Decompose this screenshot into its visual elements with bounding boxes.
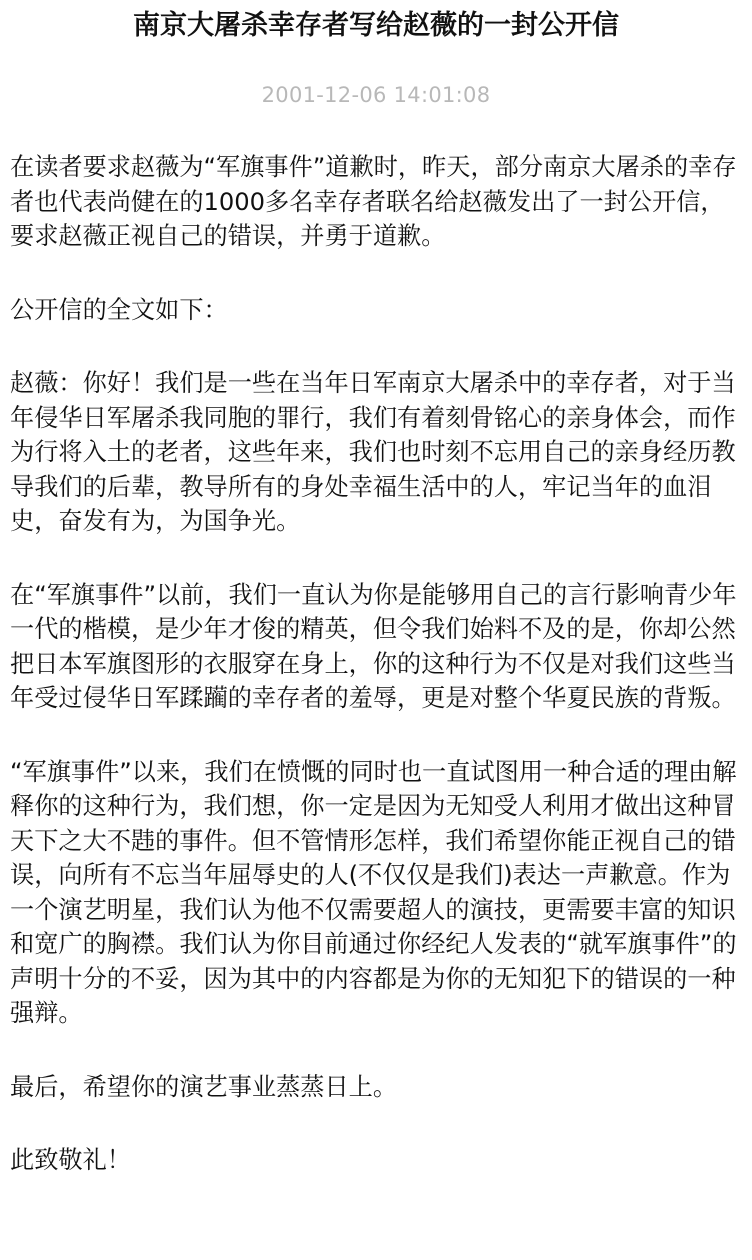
article-body — [10, 150, 742, 1178]
paragraph-fulltext-label: 公开信的全文如下： — [10, 295, 228, 324]
paragraph-before-incident: 在“军旗事件”以前，我们一直认为你是能够用自己的言行影响青少年一代的楷模，是少年才俊的精英，但令我们始料不及的是，你却公然把日本军旗图形的衣服穿在身上，你的这种行为不仅是对我们这些当年受过侵华日军蹂躏的幸存者的羞辱，更是对整个华夏民族的背叛。 — [10, 580, 737, 712]
publish-timestamp: 2001-12-06 14:01:08 — [261, 83, 491, 107]
paragraph-intro: 在读者要求赵薇为“军旗事件”道歉时，昨天，部分南京大屠杀的幸存者也代表尚健在的1000多名幸存者联名给赵薇发出了一封公开信，要求赵薇正视自己的错误，并勇于道歉。 — [10, 153, 737, 250]
paragraph-closing-wish: 最后，希望你的演艺事业蒸蒸日上。 — [10, 1072, 398, 1101]
article-title: 南京大屠杀幸存者写给赵薇的一封公开信 — [133, 10, 619, 41]
paragraph-salutation: 此致敬礼！ — [10, 1146, 131, 1174]
paragraph-greeting: 赵薇：你好！我们是一些在当年日军南京大屠杀中的幸存者，对于当年侵华日军屠杀我同胞的罪行，我们有着刻骨铭心的亲身体会，而作为行将入土的老者，这些年来，我们也时刻不忘用自己的亲身经历教导我们的后辈，教导所有的身处幸福生活中的人，牢记当年的血泪史，奋发有为，为国争光。 — [10, 369, 736, 535]
paragraph-since-incident: “军旗事件”以来，我们在愤慨的同时也一直试图用一种合适的理由解释你的这种行为，我们想，你一定是因为无知受人利用才做出这种冒天下之大不韪的事件。但不管情形怎样，我们希望你能正视自己的错误，向所有不忘当年屈辱史的人(不仅仅是我们)表达一声歉意。作为一个演艺明星，我们认为他不仅需要超人的演技，更需要丰富的知识和宽广的胸襟。我们认为你目前通过你经纪人发表的“就军旗事件”的声明十分的不妥，因为其中的内容都是为你的无知犯下的错误的一种强辩。 — [10, 757, 737, 1027]
